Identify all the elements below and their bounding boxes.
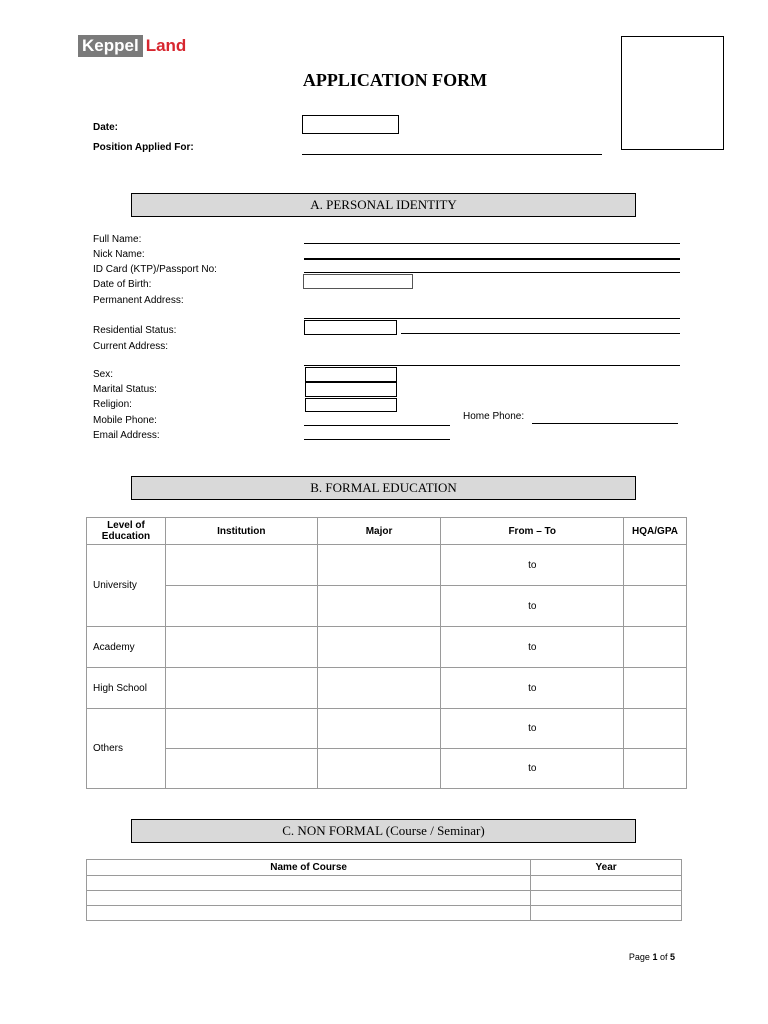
institution-cell[interactable] (165, 668, 317, 709)
year-cell[interactable] (531, 906, 682, 921)
dob-label: Date of Birth: (93, 279, 152, 290)
table-row (87, 586, 687, 627)
major-cell[interactable] (317, 749, 441, 789)
education-table (86, 517, 687, 789)
col-course-name: Name of Course (87, 860, 531, 876)
date-field[interactable] (302, 115, 399, 134)
to-text: to (528, 682, 537, 694)
logo-part2: Land (145, 36, 187, 55)
to-text: to (528, 723, 537, 734)
religion-field[interactable] (305, 398, 397, 412)
major-cell[interactable] (317, 586, 441, 627)
gpa-cell[interactable] (624, 545, 687, 586)
full-name-field[interactable] (304, 243, 680, 244)
from-to-cell[interactable] (441, 545, 624, 586)
course-table (86, 859, 682, 921)
major-cell[interactable] (317, 627, 441, 668)
institution-cell[interactable] (165, 709, 317, 749)
gpa-cell[interactable] (624, 586, 687, 627)
dob-field[interactable] (303, 274, 413, 289)
to-text: to (528, 600, 537, 612)
col-year: Year (531, 860, 682, 876)
nick-name-field[interactable] (304, 258, 680, 260)
section-non-formal: C. NON FORMAL (Course / Seminar) (131, 819, 636, 843)
id-card-label: ID Card (KTP)/Passport No: (93, 264, 217, 275)
course-cell[interactable] (87, 876, 531, 891)
home-phone-label: Home Phone: (463, 411, 525, 422)
logo-part1: Keppel (78, 35, 143, 57)
table-row (87, 749, 687, 789)
level-others: Others (87, 709, 166, 789)
course-cell[interactable] (87, 906, 531, 921)
table-row (87, 891, 682, 906)
table-row (87, 668, 687, 709)
major-cell[interactable] (317, 545, 441, 586)
res-status-detail-field[interactable] (401, 333, 680, 334)
institution-cell[interactable] (165, 545, 317, 586)
major-cell[interactable] (317, 709, 441, 749)
page-prefix: Page (628, 952, 653, 962)
major-cell[interactable] (317, 668, 441, 709)
curr-address-label: Current Address: (93, 341, 169, 352)
religion-label: Religion: (93, 399, 132, 410)
from-to-cell[interactable] (441, 627, 624, 668)
col-gpa: HQA/GPA (624, 518, 687, 545)
col-major: Major (317, 518, 441, 545)
to-text: to (528, 641, 537, 653)
from-to-cell[interactable] (441, 668, 624, 709)
from-to-cell[interactable] (441, 586, 624, 627)
level-university: University (87, 545, 166, 627)
section-personal-identity: A. PERSONAL IDENTITY (131, 193, 636, 217)
email-field[interactable] (304, 439, 450, 440)
page-total: 5 (669, 952, 675, 962)
photo-box (621, 36, 724, 150)
level-academy: Academy (87, 627, 166, 668)
gpa-cell[interactable] (624, 709, 687, 749)
to-text: to (528, 763, 537, 774)
gpa-cell[interactable] (624, 668, 687, 709)
institution-cell[interactable] (165, 627, 317, 668)
marital-label: Marital Status: (93, 384, 157, 395)
table-row (87, 876, 682, 891)
table-row (87, 709, 687, 749)
mobile-field[interactable] (304, 425, 450, 426)
keppel-land-logo (78, 35, 186, 57)
sex-field[interactable] (305, 367, 397, 382)
from-to-cell[interactable] (441, 709, 624, 749)
date-label: Date: (93, 122, 119, 133)
page-number (629, 952, 675, 962)
institution-cell[interactable] (165, 749, 317, 789)
res-status-label: Residential Status: (93, 325, 177, 336)
curr-address-field[interactable] (304, 365, 680, 366)
col-institution: Institution (165, 518, 317, 545)
level-high-school: High School (87, 668, 166, 709)
col-level: Level of Education (87, 518, 166, 545)
home-phone-field[interactable] (532, 423, 678, 424)
from-to-cell[interactable] (441, 749, 624, 789)
position-field[interactable] (302, 154, 602, 155)
gpa-cell[interactable] (624, 627, 687, 668)
id-card-field[interactable] (304, 272, 680, 273)
course-header-row (87, 860, 682, 876)
position-label: Position Applied For: (93, 142, 194, 153)
page-current: 1 (652, 952, 658, 962)
email-label: Email Address: (93, 430, 160, 441)
sex-label: Sex: (93, 369, 114, 380)
year-cell[interactable] (531, 891, 682, 906)
section-formal-education: B. FORMAL EDUCATION (131, 476, 636, 500)
education-header-row (87, 518, 687, 545)
perm-address-label: Permanent Address: (93, 295, 184, 306)
nick-name-label: Nick Name: (93, 249, 145, 260)
perm-address-field[interactable] (304, 318, 680, 319)
course-cell[interactable] (87, 891, 531, 906)
table-row (87, 545, 687, 586)
full-name-label: Full Name: (93, 234, 142, 245)
mobile-label: Mobile Phone: (93, 415, 157, 426)
form-title: APPLICATION FORM (302, 70, 488, 90)
table-row (87, 906, 682, 921)
to-text: to (528, 559, 537, 571)
gpa-cell[interactable] (624, 749, 687, 789)
institution-cell[interactable] (165, 586, 317, 627)
table-row (87, 627, 687, 668)
page-mid: of (657, 952, 670, 962)
marital-field[interactable] (305, 382, 397, 397)
res-status-field[interactable] (304, 320, 397, 335)
year-cell[interactable] (531, 876, 682, 891)
col-from-to: From – To (441, 518, 624, 545)
